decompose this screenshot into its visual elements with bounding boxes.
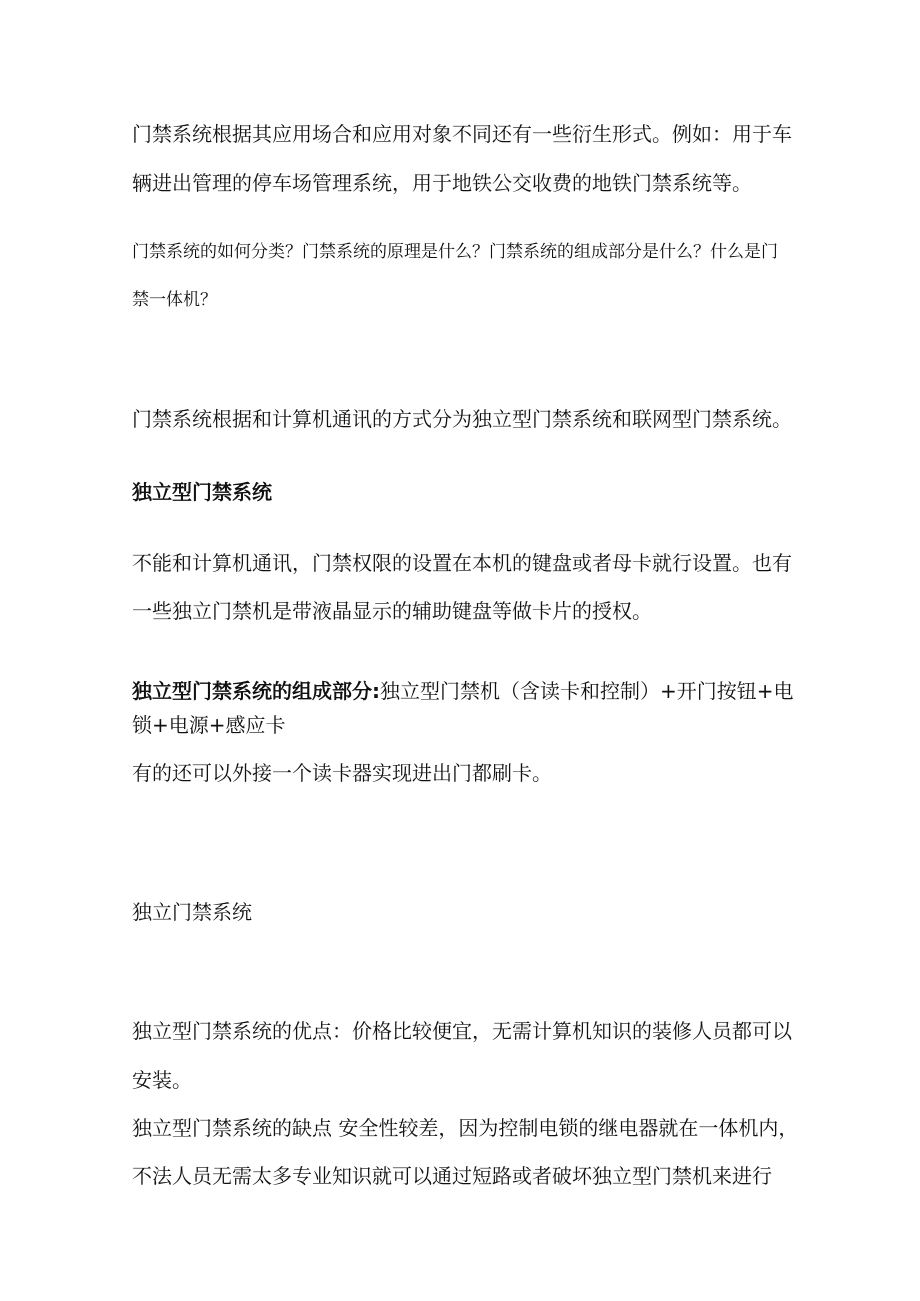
section-heading-standalone-system: 独立型门禁系统 bbox=[132, 480, 272, 504]
paragraph-2-line-1: 门禁系统的如何分类？门禁系统的原理是什么？门禁系统的组成部分是什么？什么是门 bbox=[132, 242, 778, 262]
paragraph-5-line-3: 有的还可以外接一个读卡器实现进出门都刷卡。 bbox=[132, 761, 552, 785]
paragraph-4-line-2: 一些独立门禁机是带液晶显示的辅助键盘等做卡片的授权。 bbox=[132, 599, 652, 623]
paragraph-2-line-2: 禁一体机？ bbox=[132, 290, 217, 310]
section-heading-standalone-access: 独立门禁系统 bbox=[132, 900, 252, 924]
paragraph-6-line-1: 独立型门禁系统的优点：价格比较便宜，无需计算机知识的装修人员都可以 bbox=[132, 1019, 792, 1043]
components-label: 独立型门禁系统的组成部分: bbox=[132, 679, 380, 703]
paragraph-5-line-2: 锁+电源+感应卡 bbox=[132, 713, 286, 737]
paragraph-1-line-1: 门禁系统根据其应用场合和应用对象不同还有一些衍生形式。例如：用于车 bbox=[132, 122, 792, 146]
paragraph-3-line-1: 门禁系统根据和计算机通讯的方式分为独立型门禁系统和联网型门禁系统。 bbox=[132, 407, 792, 431]
paragraph-6-line-2: 安装。 bbox=[132, 1068, 192, 1092]
paragraph-4-line-1: 不能和计算机通讯，门禁权限的设置在本机的键盘或者母卡就行设置。也有 bbox=[132, 551, 792, 575]
paragraph-1-line-2: 辆进出管理的停车场管理系统，用于地铁公交收费的地铁门禁系统等。 bbox=[132, 171, 752, 195]
components-text: 独立型门禁机（含读卡和控制）+开门按钮+电 bbox=[380, 679, 794, 703]
paragraph-6-line-3: 独立型门禁系统的缺点 安全性较差，因为控制电锁的继电器就在一体机内， bbox=[132, 1116, 799, 1140]
paragraph-5-line-1 bbox=[132, 678, 794, 704]
paragraph-6-line-4: 不法人员无需太多专业知识就可以通过短路或者破坏独立型门禁机来进行 bbox=[132, 1164, 772, 1188]
